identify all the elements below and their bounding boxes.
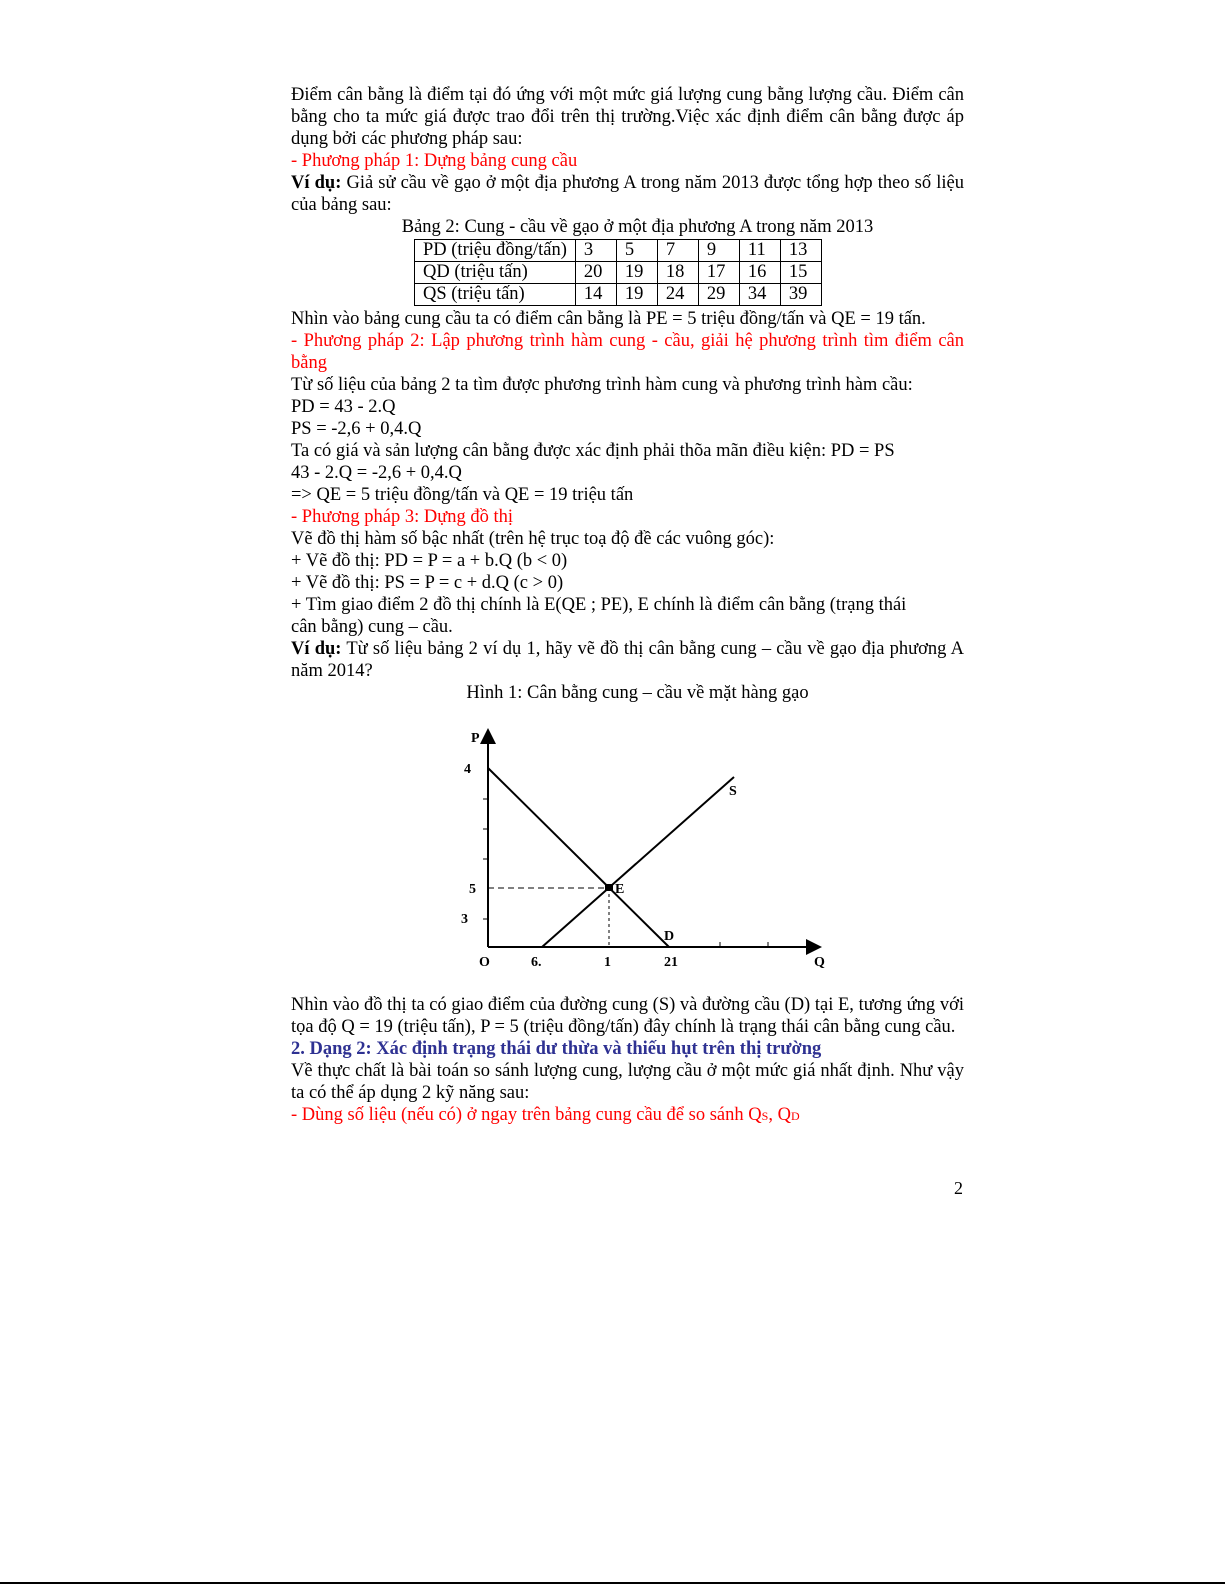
method-2-line: Từ số liệu của bảng 2 ta tìm được phương trình hàm cung và phương trình hàm cầu: [291, 375, 913, 395]
method-2-heading: - Phương pháp 2: Lập phương trình hàm cung - cầu, giải hệ phương trình tìm điểm cân bằng [291, 331, 964, 373]
table-cell: 24 [657, 284, 698, 306]
section-2-skill-1 [291, 1104, 964, 1127]
table-cell: 20 [575, 262, 616, 284]
table-row [415, 240, 822, 262]
x-tick-label: 6. [531, 955, 542, 970]
method-3-line: + Vẽ đồ thị: PS = P = c + d.Q (c > 0) [291, 573, 564, 593]
example-label: Ví dụ: [291, 639, 342, 659]
supply-equation: PS = -2,6 + 0,4.Q [291, 419, 422, 439]
page-bottom-border [0, 1582, 1225, 1584]
x-tick-label: 21 [664, 955, 678, 970]
example-text: Từ số liệu bảng 2 ví dụ 1, hãy vẽ đồ thị cân bằng cung – cầu về gạo địa phương A năm 2014? [291, 639, 964, 681]
supply-demand-diagram [291, 704, 964, 994]
method-3-line: Vẽ đồ thị hàm số bậc nhất (trên hệ trục toạ độ đề các vuông góc): [291, 529, 775, 549]
table-cell: 3 [575, 240, 616, 262]
table-cell: 16 [739, 262, 780, 284]
method-2-line: Ta có giá và sản lượng cân bằng được xác định phải thõa mãn điều kiện: PD = PS [291, 441, 895, 461]
example-1 [291, 172, 964, 216]
table-cell: 15 [780, 262, 821, 284]
section-2-text: Về thực chất là bài toán so sánh lượng cung, lượng cầu ở một mức giá nhất định. Như vậy ta có thể áp dụng 2 kỹ năng sau: [291, 1061, 964, 1103]
section-2-heading: 2. Dạng 2: Xác định trạng thái dư thừa và thiếu hụt trên thị trường [291, 1039, 822, 1059]
demand-equation: PD = 43 - 2.Q [291, 397, 396, 417]
row-label: PD (triệu đồng/tấn) [415, 240, 576, 262]
row-label: QD (triệu tấn) [415, 262, 576, 284]
table-cell: 13 [780, 240, 821, 262]
method-1-heading: - Phương pháp 1: Dựng bảng cung cầu [291, 151, 578, 171]
demand-label: D [664, 929, 675, 944]
x-axis-label: Q [814, 955, 825, 970]
method-3-line: + Tìm giao điểm 2 đồ thị chính là E(QE ; PE), E chính là điểm cân bằng (trạng thái cân bằng) cung – cầu. [291, 595, 907, 637]
equilibrium-point [605, 884, 613, 891]
equation-setup: 43 - 2.Q = -2,6 + 0,4.Q [291, 463, 462, 483]
table-cell: 11 [739, 240, 780, 262]
table-cell: 17 [698, 262, 739, 284]
table-cell: 5 [616, 240, 657, 262]
table-cell: 29 [698, 284, 739, 306]
document-page [291, 84, 964, 1127]
table-cell: 14 [575, 284, 616, 306]
table-cell: 18 [657, 262, 698, 284]
y-tick-label: 4 [464, 762, 471, 777]
table-cell: 9 [698, 240, 739, 262]
x-tick-label: O [479, 955, 490, 970]
example-label: Ví dụ: [291, 173, 342, 193]
page-number: 2 [954, 1178, 963, 1198]
table-cell: 39 [780, 284, 821, 306]
row-label: QS (triệu tấn) [415, 284, 576, 306]
method-3-heading: - Phương pháp 3: Dựng đồ thị [291, 507, 514, 527]
method-3-line: + Vẽ đồ thị: PD = P = a + b.Q (b < 0) [291, 551, 568, 571]
subscript-d: D [790, 1109, 800, 1123]
skill-text: , Q [768, 1105, 791, 1125]
figure-caption: Hình 1: Cân bằng cung – cầu về mặt hàng gạo [466, 683, 809, 703]
supply-label: S [729, 784, 737, 799]
table-cell: 19 [616, 262, 657, 284]
x-tick-label: 1 [604, 955, 611, 970]
example-text: Giả sử cầu về gạo ở một địa phương A trong năm 2013 được tổng hợp theo số liệu của bảng sau: [291, 173, 964, 215]
supply-line [542, 777, 734, 947]
table-cell: 7 [657, 240, 698, 262]
skill-text: - Dùng số liệu (nếu có) ở ngay trên bảng cung cầu để so sánh Q [291, 1105, 762, 1125]
supply-demand-figure [291, 704, 964, 994]
table-row [415, 284, 822, 306]
subscript-s: S [761, 1109, 769, 1123]
intro-paragraph: Điểm cân bằng là điểm tại đó ứng với một mức giá lượng cung bằng lượng cầu. Điểm cân bằng cho ta mức giá được trao đổi trên thị trường.Việc xác định điểm cân bằng được áp dụng bởi các phương pháp sau: [291, 85, 964, 149]
table-caption: Bảng 2: Cung - cầu về gạo ở một địa phương A trong năm 2013 [401, 217, 874, 237]
y-tick-label: 5 [469, 882, 476, 897]
supply-demand-table [414, 239, 822, 306]
after-figure-text: Nhìn vào đồ thị ta có giao điểm của đường cung (S) và đường cầu (D) tại E, tương ứng với tọa độ Q = 19 (triệu tấn), P = 5 (triệu đồng/tấn) đây chính là trạng thái cân bằng cung cầu. [291, 995, 964, 1037]
table-cell: 19 [616, 284, 657, 306]
example-2 [291, 638, 964, 682]
equilibrium-label: E [615, 882, 625, 897]
y-axis-label: P [471, 731, 480, 746]
table-row [415, 262, 822, 284]
table-cell: 34 [739, 284, 780, 306]
y-tick-label: 3 [461, 912, 468, 927]
after-table-text: Nhìn vào bảng cung cầu ta có điểm cân bằng là PE = 5 triệu đồng/tấn và QE = 19 tấn. [291, 309, 926, 329]
equation-result: => QE = 5 triệu đồng/tấn và QE = 19 triệu tấn [291, 485, 634, 505]
